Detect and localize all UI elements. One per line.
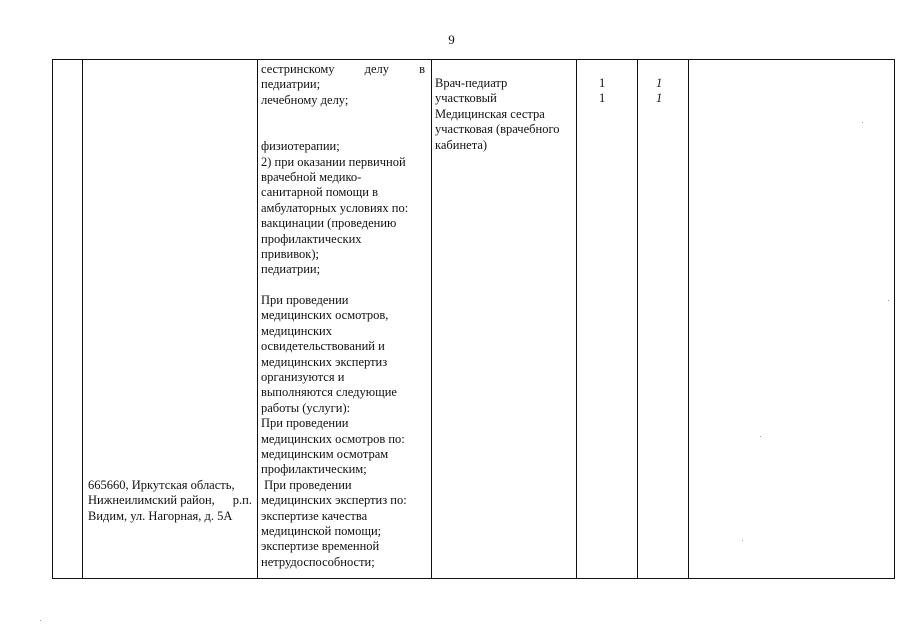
service-line: медицинских осмотров по:: [261, 431, 405, 446]
service-line: 2) при оказании первичной: [261, 154, 406, 169]
address-district: Нижнеилимский район,: [88, 493, 215, 508]
service-line: медицинских экспертиз по:: [261, 493, 407, 508]
service-line: При проведении: [261, 477, 352, 492]
service-line: физиотерапии;: [261, 139, 340, 154]
column-divider: [431, 60, 432, 578]
service-line: медицинским осмотрам: [261, 446, 389, 461]
position-line: участковый: [435, 91, 497, 106]
service-line: лечебному делу;: [261, 92, 349, 107]
service-line: вакцинации (проведению: [261, 216, 397, 231]
service-line: профилактическим;: [261, 462, 367, 477]
service-line: педиатрии;: [261, 262, 321, 277]
position-line: Врач-педиатр: [435, 76, 508, 90]
service-line: выполняются следующие: [261, 385, 397, 400]
count-cell: [599, 76, 605, 107]
service-line: организуются и: [261, 369, 345, 384]
address-line: Видим, ул. Нагорная, д. 5А: [88, 508, 233, 523]
scan-speck: [760, 436, 761, 437]
blank-space: [261, 108, 429, 139]
column-divider: [576, 60, 577, 578]
services-first-line: [261, 62, 425, 77]
positions-cell: [435, 76, 573, 153]
position-line: участковая (врачебного: [435, 122, 560, 137]
column-divider: [637, 60, 638, 578]
position-line: Медицинская сестра: [435, 106, 545, 121]
service-line: нетрудоспособности;: [261, 554, 375, 569]
service-line: При проведении: [261, 416, 349, 431]
services-cell: [261, 62, 429, 570]
count-value: 1: [599, 76, 606, 90]
service-line: экспертизе качества: [261, 508, 368, 523]
count-value: 1: [656, 91, 663, 106]
service-line: медицинских экспертиз: [261, 354, 388, 369]
service-line: работы (услуги):: [261, 400, 351, 415]
column-divider: [82, 60, 83, 578]
scan-speck: [888, 300, 889, 301]
count-cell: [656, 76, 662, 107]
service-line: педиатрии;: [261, 77, 321, 92]
document-table: [52, 59, 895, 579]
service-line: профилактических: [261, 231, 362, 246]
service-line: медицинских: [261, 323, 332, 338]
word: делу: [364, 62, 389, 76]
service-line: При проведении: [261, 292, 349, 307]
blank-space: [261, 278, 429, 293]
service-line: медицинских осмотров,: [261, 308, 389, 323]
scan-speck: [862, 122, 863, 123]
scan-speck: [742, 540, 743, 541]
page-number: 9: [448, 32, 455, 47]
scan-speck: [40, 620, 41, 621]
count-value: 1: [656, 76, 663, 90]
address-line: 665660, Иркутская область,: [88, 478, 235, 492]
service-line: медицинской помощи;: [261, 523, 382, 538]
service-line: санитарной помощи в: [261, 185, 378, 200]
address-line: [88, 493, 252, 508]
column-divider: [688, 60, 689, 578]
word: в: [419, 62, 425, 76]
word: сестринскому: [261, 62, 335, 76]
service-line: освидетельствований и: [261, 339, 385, 354]
count-value: 1: [599, 91, 606, 106]
service-line: врачебной медико-: [261, 170, 362, 185]
column-divider: [257, 60, 258, 578]
address-settlement-type: р.п.: [232, 493, 252, 508]
service-line: прививок);: [261, 247, 319, 262]
service-line: амбулаторных условиях по:: [261, 200, 409, 215]
position-line: кабинета): [435, 137, 488, 152]
address-cell: [88, 478, 252, 524]
service-line: экспертизе временной: [261, 539, 380, 554]
